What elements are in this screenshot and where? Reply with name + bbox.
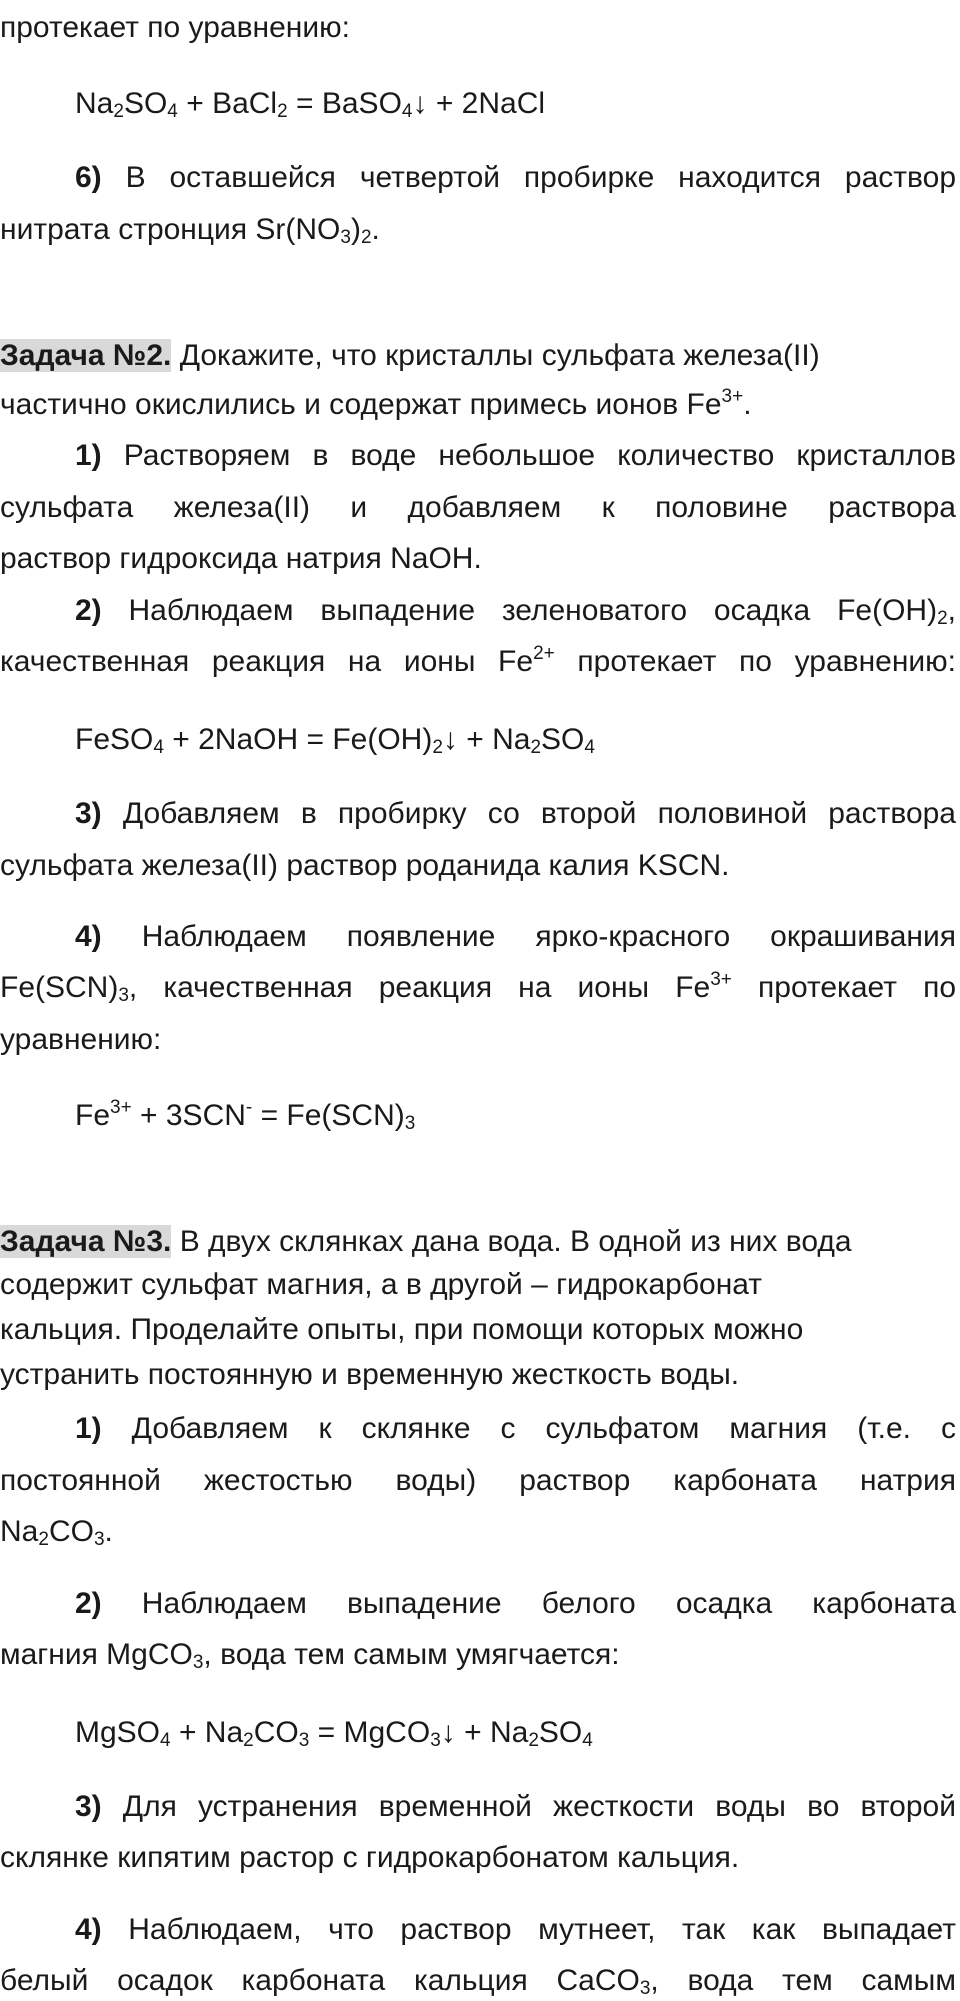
task-3-statement-line-3: кальция. Проделайте опыты, при помощи которых можно xyxy=(0,1313,804,1346)
text-line: протекает по уравнению: xyxy=(0,11,350,44)
task-3-statement-line-2: содержит сульфат магния, а в другой – гидрокарбонат xyxy=(0,1268,763,1301)
task-3-step-4-line-2: белый осадок карбоната кальция CaCO$_3$, вода тем самым xyxy=(0,1964,956,1999)
task-2-step-2-line-2: качественная реакция на ионы $Fe^{2+}$ протекает по уравнению: xyxy=(0,643,956,678)
equation-text: $Na_2SO_4$ + BaCl$_2$ = BaSO$_4$↓ + 2NaCl xyxy=(75,87,546,122)
step-number: 4) xyxy=(75,920,102,953)
task-label: Задача №3. xyxy=(0,1225,172,1258)
step-number: 6) xyxy=(75,161,102,194)
step-number: 3) xyxy=(75,797,102,830)
equation-text: MgSO$_4$ + $Na_2CO_3$ = MgCO$_3$↓ + $Na_2SO_4$ xyxy=(75,1716,593,1751)
task-3-step-2-line-1: 2) Наблюдаем выпадение белого осадка карбоната xyxy=(75,1587,956,1620)
task-2-statement-line-2: частично окислились и содержат примесь ионов $Fe^{3+}$. xyxy=(0,386,752,421)
task-3-step-3-line-2: склянке кипятим растор с гидрокарбонатом кальция. xyxy=(0,1841,740,1874)
task-label: Задача №2. xyxy=(0,339,172,372)
task-2-step-4-line-2: $Fe(SCN)_3$, качественная реакция на ионы $Fe^{3+}$ протекает по xyxy=(0,969,956,1006)
step-number: 1) xyxy=(75,1412,102,1445)
task-3-step-3-line-1: 3) Для устранения временной жесткости воды во второй xyxy=(75,1790,956,1823)
task-2-step-4-line-1: 4) Наблюдаем появление ярко-красного окрашивания xyxy=(75,920,956,953)
equation-text: $Fe^{3+} + 3SCN^- = Fe(SCN)_3$ xyxy=(75,1097,416,1134)
equation-text: FeSO$_4$ + 2NaOH = $Fe(OH)_2↓ + Na_2SO_4$ xyxy=(75,723,595,758)
equation-feoh2 xyxy=(75,720,935,760)
task-3-step-1-line-2: постоянной жестостью воды) раствор карбоната натрия xyxy=(0,1464,956,1497)
task-2-step-1-line-2: сульфата железа(II) и добавляем к половине раствора xyxy=(0,491,956,524)
step-6-line-2: нитрата стронция $Sr(NO_3)_2$. xyxy=(0,213,380,248)
task-3-step-1-line-1: 1) Добавляем к склянке с сульфатом магния (т.е. с xyxy=(75,1412,956,1445)
task-2-step-1-line-3: раствор гидроксида натрия NaOH. xyxy=(0,542,482,575)
task-2-step-3-line-2: сульфата железа(II) раствор роданида калия KSCN. xyxy=(0,849,730,882)
step-number: 2) xyxy=(75,1587,102,1620)
step-number: 4) xyxy=(75,1913,102,1946)
task-2-step-4-line-3: уравнению: xyxy=(0,1023,162,1056)
task-2-step-3-line-1: 3) Добавляем в пробирку со второй половиной раствора xyxy=(75,797,956,830)
task-3-statement-line-4: устранить постоянную и временную жесткость воды. xyxy=(0,1358,740,1391)
task-2-heading: Задача №2. Докажите, что кристаллы сульфата железа(II) xyxy=(0,339,820,372)
task-3-step-1-line-3: $Na_2CO_3$. xyxy=(0,1515,113,1550)
equation-mgco3 xyxy=(75,1713,935,1753)
task-3-step-2-line-2: магния MgCO$_3$, вода тем самым умягчается: xyxy=(0,1638,620,1673)
step-number: 1) xyxy=(75,439,102,472)
step-number: 3) xyxy=(75,1790,102,1823)
equation-baso4 xyxy=(75,84,935,124)
equation-fescn3 xyxy=(75,1096,935,1136)
step-6-line-1: 6) В оставшейся четвертой пробирке находится раствор xyxy=(75,161,956,194)
step-number: 2) xyxy=(75,594,102,627)
task-2-step-1-line-1: 1) Растворяем в воде небольшое количество кристаллов xyxy=(75,439,956,472)
task-2-step-2-line-1: 2) Наблюдаем выпадение зеленоватого осадка $Fe(OH)_2$, xyxy=(75,594,956,629)
paragraph-tail xyxy=(0,8,956,48)
task-3-heading: Задача №3. В двух склянках дана вода. В одной из них вода xyxy=(0,1225,852,1258)
task-3-step-4-line-1: 4) Наблюдаем, что раствор мутнеет, так как выпадает xyxy=(75,1913,956,1946)
